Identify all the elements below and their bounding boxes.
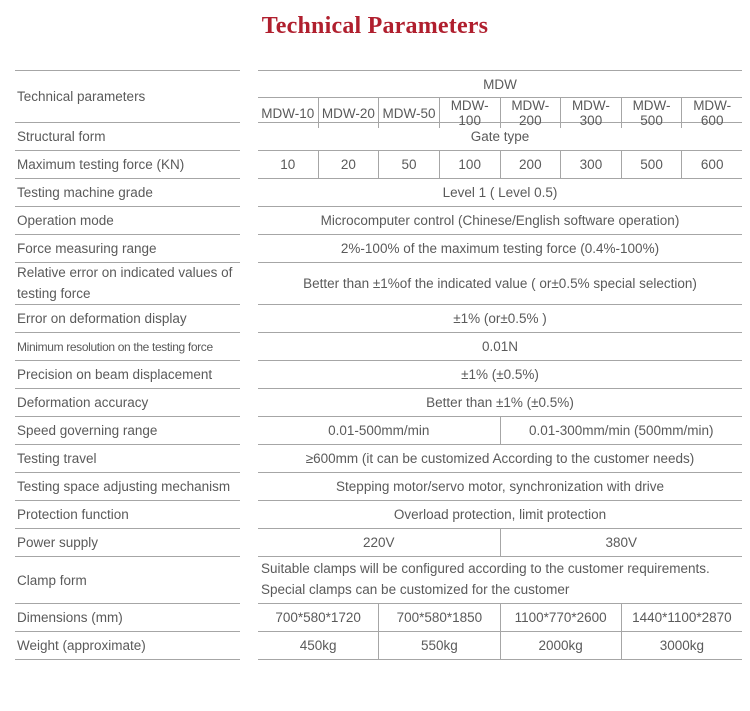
model-header-label: MDW-600 — [693, 98, 732, 128]
column-gap — [240, 207, 258, 235]
value-text: 1100*770*2600 — [514, 610, 607, 625]
value-text: ±1% (±0.5%) — [461, 367, 539, 382]
value-cell — [621, 604, 742, 631]
column-gap — [240, 529, 258, 557]
param-label-cell — [15, 417, 240, 445]
value-cell — [378, 604, 499, 631]
param-label-cell — [15, 557, 240, 604]
value-cell — [258, 445, 742, 472]
value-cells — [258, 417, 742, 445]
table-row — [0, 557, 750, 604]
table-row — [0, 361, 750, 389]
param-label-cell — [15, 333, 240, 361]
value-cells — [258, 632, 742, 660]
column-gap — [240, 557, 258, 604]
value-cell — [318, 151, 379, 178]
value-cell — [258, 207, 742, 234]
param-label: Clamp form — [17, 572, 87, 588]
param-label: Testing travel — [17, 451, 97, 466]
value-cell — [378, 632, 499, 659]
param-label-cell — [15, 305, 240, 333]
column-gap — [240, 445, 258, 473]
table-row — [0, 263, 750, 305]
column-gap — [240, 632, 258, 660]
series-header-cell — [258, 71, 742, 98]
param-label-cell — [15, 123, 240, 151]
value-text: Level 1 ( Level 0.5) — [442, 185, 558, 200]
param-label: Relative error on indicated values of testing force — [17, 265, 233, 301]
value-cell — [681, 151, 742, 178]
table-row — [0, 501, 750, 529]
value-line: Suitable clamps will be configured according to the customer requirements. — [261, 561, 710, 577]
technical-parameters-table — [0, 70, 750, 660]
column-gap — [240, 473, 258, 501]
param-label: Force measuring range — [17, 241, 157, 256]
value-cells — [258, 529, 742, 557]
value-text: 0.01-500mm/min — [328, 423, 430, 438]
value-text: 450kg — [299, 638, 337, 653]
model-header-label: MDW-20 — [321, 105, 375, 121]
table-row — [0, 333, 750, 361]
table-row — [0, 632, 750, 660]
param-label-cell — [15, 263, 240, 305]
value-cell — [258, 417, 500, 444]
value-cells — [258, 263, 742, 305]
value-text: 2%-100% of the maximum testing force (0.4%-100%) — [340, 241, 660, 256]
param-label-cell — [15, 632, 240, 660]
value-text: 300 — [579, 157, 603, 172]
value-text: 10 — [280, 157, 296, 172]
value-text: 200 — [519, 157, 542, 172]
corner-label-cell — [15, 70, 240, 123]
value-cell — [258, 123, 742, 150]
param-label: Operation mode — [17, 213, 114, 228]
value-cell — [500, 604, 621, 631]
column-gap — [240, 70, 258, 123]
table-row — [0, 305, 750, 333]
column-gap — [240, 604, 258, 632]
page — [0, 13, 750, 660]
value-cell — [258, 632, 378, 659]
value-cell — [258, 305, 742, 332]
value-text: 220V — [362, 535, 395, 550]
column-gap — [240, 333, 258, 361]
series-header-label: MDW — [483, 76, 517, 92]
model-header-label: MDW-50 — [382, 105, 436, 121]
value-text: 20 — [340, 157, 356, 172]
column-gap — [240, 235, 258, 263]
table-header-row — [0, 70, 750, 128]
value-text: 2000kg — [538, 638, 583, 653]
value-cells — [258, 604, 742, 632]
value-cells — [258, 235, 742, 263]
param-label-cell — [15, 501, 240, 529]
table-row — [0, 123, 750, 151]
param-label-cell — [15, 207, 240, 235]
table-row — [0, 389, 750, 417]
value-text: 100 — [458, 157, 481, 172]
column-gap — [240, 123, 258, 151]
column-gap — [240, 151, 258, 179]
page-title: Technical Parameters — [261, 13, 489, 39]
value-text: 0.01N — [481, 339, 519, 354]
param-label: Testing space adjusting mechanism — [17, 479, 231, 494]
table-row — [0, 235, 750, 263]
value-cells — [258, 305, 742, 333]
table-row — [0, 151, 750, 179]
value-cells — [258, 473, 742, 501]
value-cell — [439, 151, 500, 178]
table-row — [0, 445, 750, 473]
value-cell — [621, 632, 742, 659]
value-text: Gate type — [470, 129, 530, 144]
param-label-cell — [15, 529, 240, 557]
value-text: 3000kg — [659, 638, 705, 653]
value-cell — [621, 151, 682, 178]
value-cells — [258, 179, 742, 207]
param-label: Precision on beam displacement — [17, 367, 213, 382]
value-cells — [258, 333, 742, 361]
value-cells — [258, 501, 742, 529]
param-label-cell — [15, 389, 240, 417]
param-label-cell — [15, 604, 240, 632]
param-label: Structural form — [17, 129, 106, 144]
table-row — [0, 604, 750, 632]
param-label-cell — [15, 151, 240, 179]
value-cells — [258, 123, 742, 151]
model-header-group — [258, 70, 742, 128]
value-text: 700*580*1850 — [396, 610, 483, 625]
value-cell — [258, 235, 742, 262]
value-cells — [258, 151, 742, 179]
param-label-cell — [15, 473, 240, 501]
param-label: Power supply — [17, 535, 99, 550]
param-label: Dimensions (mm) — [17, 610, 123, 625]
value-cell — [500, 417, 743, 444]
value-cells — [258, 361, 742, 389]
param-label: Minimum resolution on the testing force — [17, 339, 213, 354]
param-label: Protection function — [17, 507, 129, 522]
value-cell — [258, 501, 742, 528]
param-label: Testing machine grade — [17, 185, 153, 200]
column-gap — [240, 179, 258, 207]
param-label-cell — [15, 179, 240, 207]
value-cell — [258, 389, 742, 416]
value-text: ±1% (or±0.5% ) — [453, 311, 547, 326]
value-cell — [258, 263, 742, 304]
value-cells — [258, 207, 742, 235]
value-text: Better than ±1%of the indicated value ( or±0.5% special selection) — [303, 276, 697, 291]
value-text: 600 — [700, 157, 724, 172]
corner-label: Technical parameters — [17, 89, 146, 104]
model-header-label: MDW-10 — [261, 105, 315, 121]
value-cell — [258, 529, 500, 556]
table-row — [0, 179, 750, 207]
model-header-label: MDW-200 — [511, 98, 550, 128]
column-gap — [240, 361, 258, 389]
value-cell — [258, 151, 318, 178]
value-text: Overload protection, limit protection — [393, 507, 607, 522]
value-cell — [500, 529, 743, 556]
table-row — [0, 473, 750, 501]
value-cell — [560, 151, 621, 178]
value-cell — [500, 632, 621, 659]
value-cell — [258, 333, 742, 360]
value-line: Special clamps can be customized for the customer — [261, 582, 570, 597]
param-label-cell — [15, 235, 240, 263]
value-text: Better than ±1% (±0.5%) — [426, 395, 574, 410]
model-header-label: MDW-500 — [632, 98, 671, 128]
column-gap — [240, 501, 258, 529]
column-gap — [240, 305, 258, 333]
param-label: Speed governing range — [17, 423, 158, 438]
column-gap — [240, 417, 258, 445]
value-cell — [258, 361, 742, 388]
value-cell — [258, 604, 378, 631]
value-cells — [258, 557, 742, 604]
value-cell — [258, 179, 742, 206]
value-text: 1440*1100*2870 — [632, 610, 732, 625]
value-cell — [500, 151, 561, 178]
value-text: Microcomputer control (Chinese/English software operation) — [320, 213, 680, 228]
table-row — [0, 417, 750, 445]
value-text: 380V — [605, 535, 638, 550]
value-cell — [258, 557, 742, 603]
model-header-label: MDW-100 — [450, 98, 489, 128]
table-row — [0, 529, 750, 557]
value-text: 550kg — [420, 638, 458, 653]
value-cell — [378, 151, 439, 178]
param-label-cell — [15, 445, 240, 473]
param-label: Weight (approximate) — [17, 638, 146, 653]
value-cell — [258, 473, 742, 500]
param-label: Maximum testing force (KN) — [17, 157, 185, 172]
param-label: Error on deformation display — [17, 311, 187, 326]
column-gap — [240, 263, 258, 305]
param-label: Deformation accuracy — [17, 395, 149, 410]
value-cells — [258, 389, 742, 417]
value-text: 0.01-300mm/min (500mm/min) — [528, 423, 714, 438]
value-text: 700*580*1720 — [275, 610, 361, 625]
value-text: ≥600mm (it can be customized According to the customer needs) — [305, 451, 695, 466]
value-text: 500 — [640, 157, 663, 172]
model-header-label: MDW-300 — [571, 98, 610, 128]
value-text: 50 — [401, 157, 417, 172]
value-cells — [258, 445, 742, 473]
column-gap — [240, 389, 258, 417]
value-text: Stepping motor/servo motor, synchronization with drive — [336, 479, 664, 494]
param-label-cell — [15, 361, 240, 389]
table-row — [0, 207, 750, 235]
